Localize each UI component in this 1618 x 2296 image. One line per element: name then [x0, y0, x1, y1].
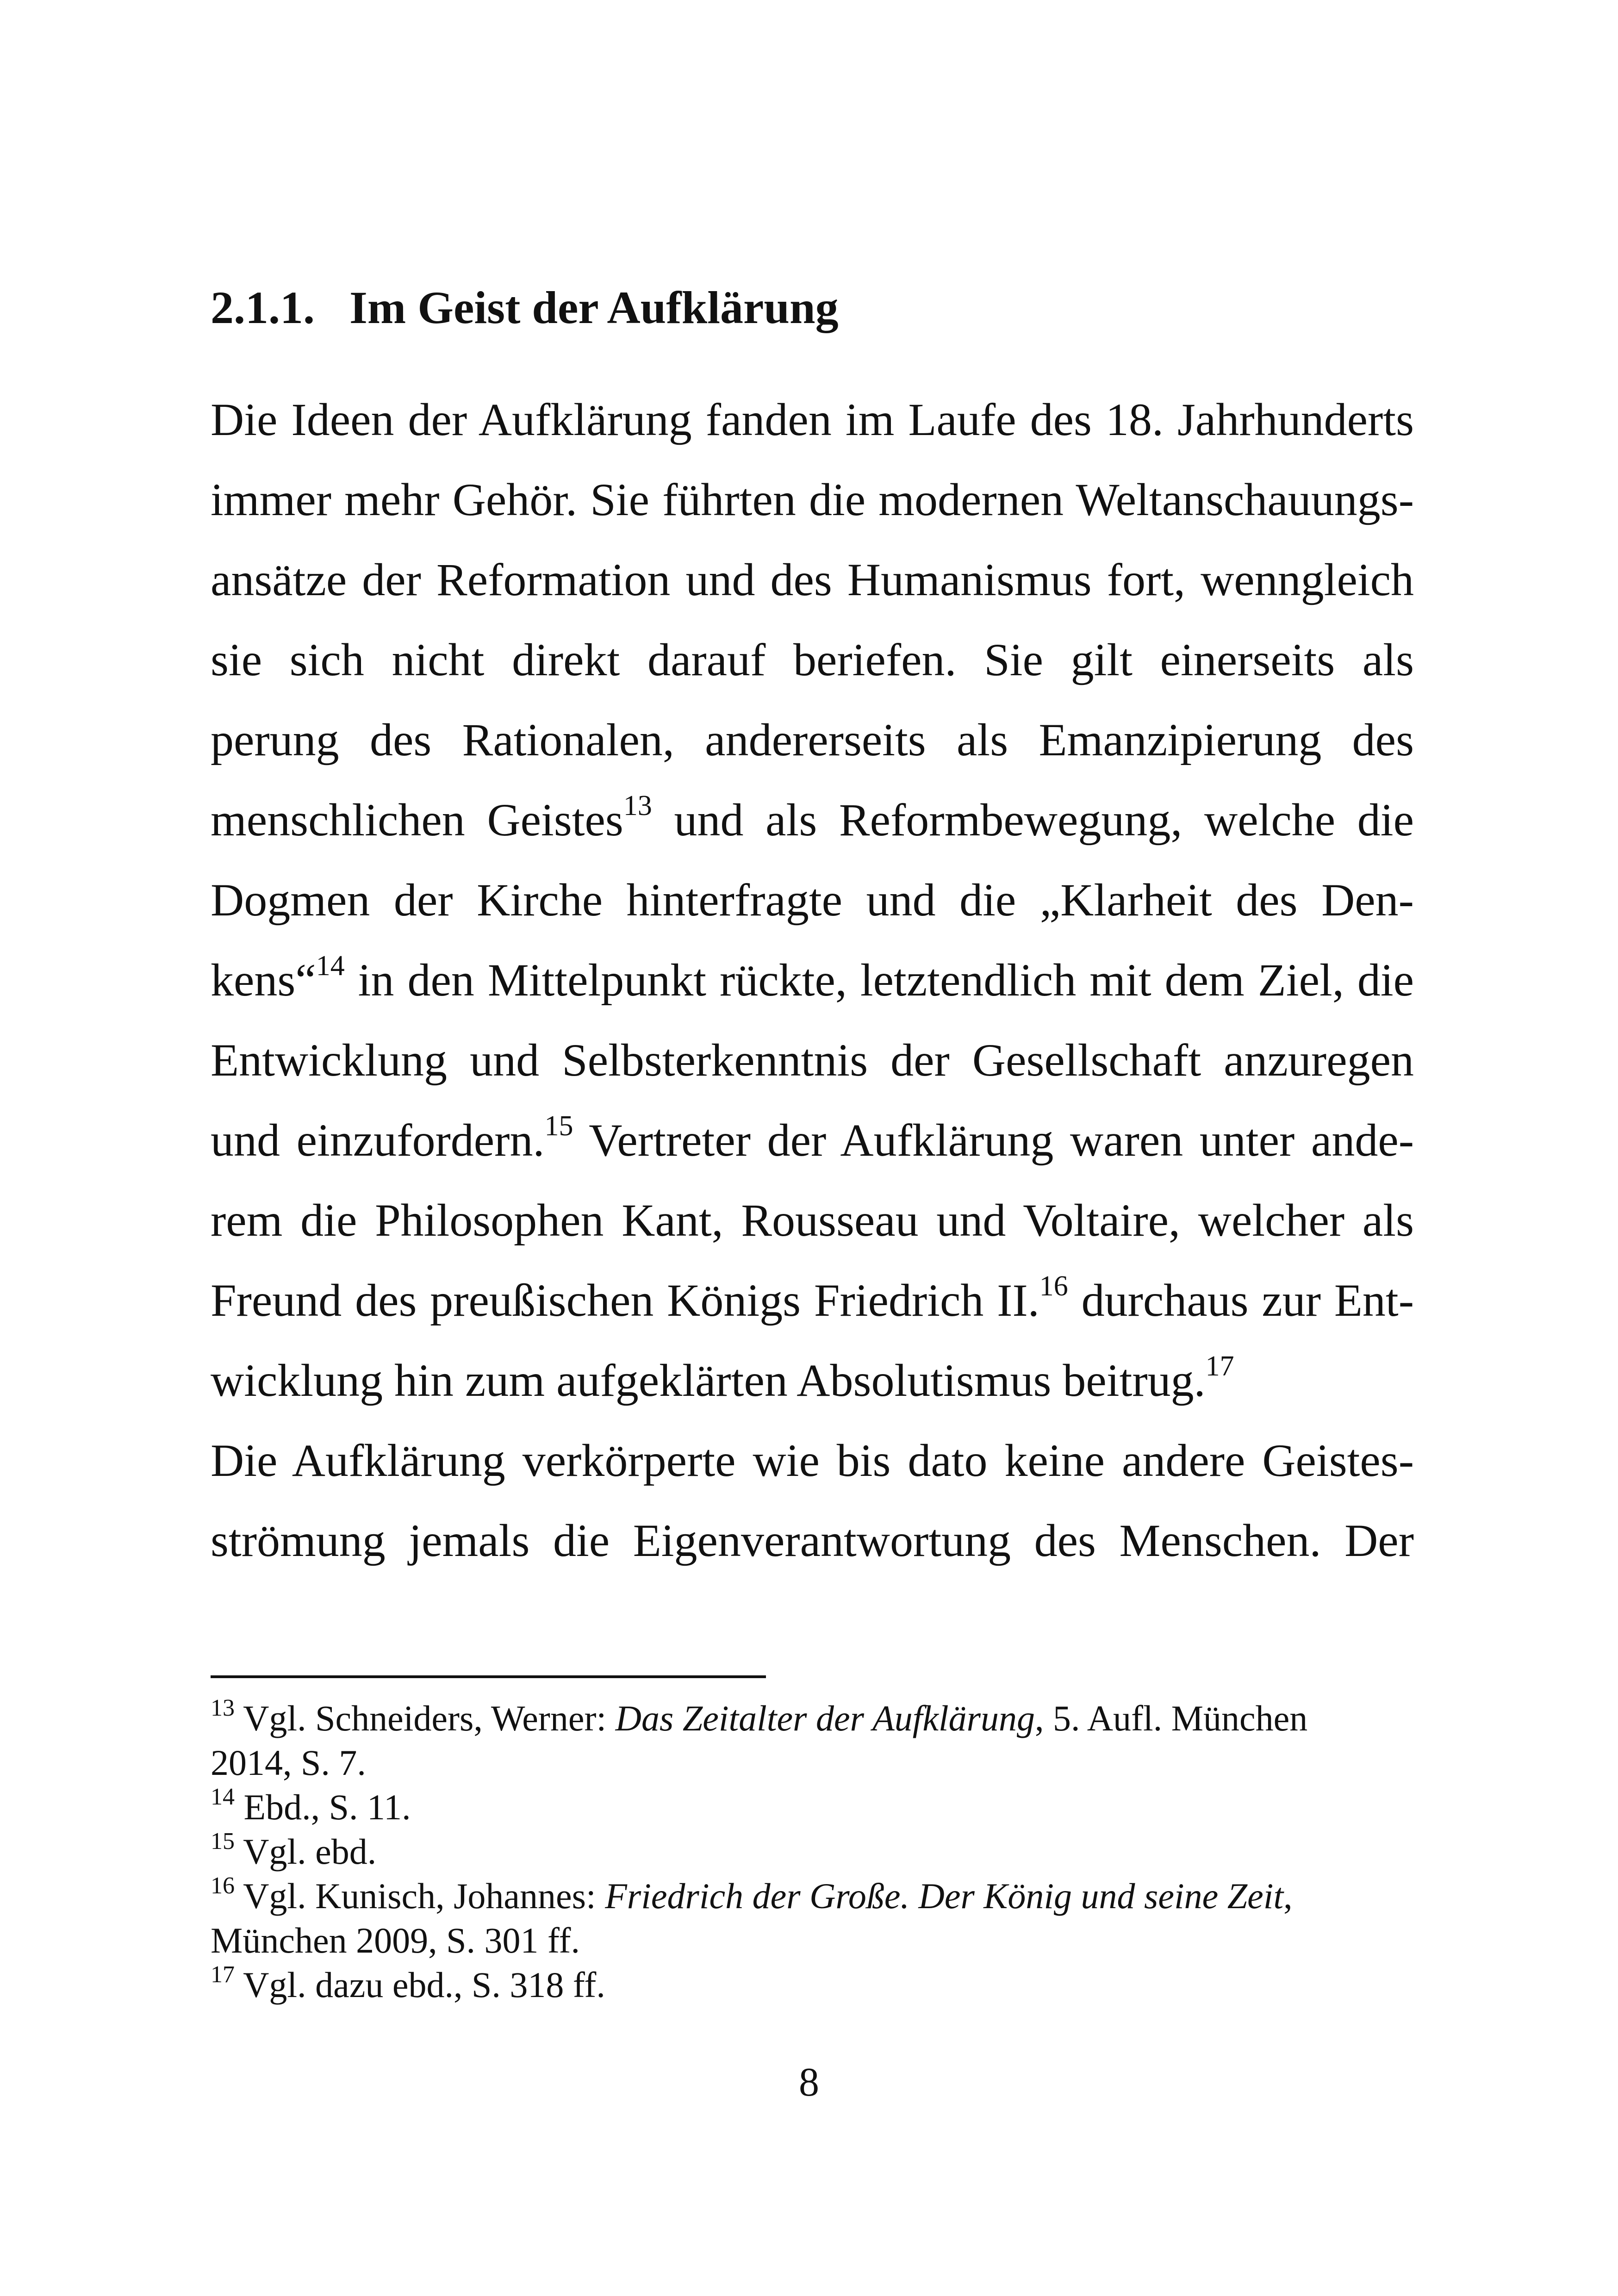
footnote-mark: 15	[211, 1828, 235, 1854]
footnote-mark: 13	[211, 1694, 235, 1721]
body-line: Die Ideen der Aufklärung fanden im Laufe des 18. Jahrhunderts	[211, 394, 1414, 445]
body-line: sie sich nicht direkt darauf beriefen. Sie gilt einerseits als	[211, 634, 1414, 685]
section-title: Im Geist der Aufklärung	[349, 282, 839, 333]
footnote-text: Vgl. dazu ebd., S. 318 ff.	[235, 1965, 605, 2005]
footnote-text: ,	[1283, 1876, 1293, 1916]
footnote-16	[211, 1874, 1414, 1918]
body-text-segment: kens“	[211, 954, 316, 1006]
footnote-ref-15[interactable]: 15	[544, 1110, 573, 1142]
body-line: ansätze der Reformation und des Humanismus fort, wenngleich	[211, 554, 1414, 605]
body-line: rem die Philosophen Kant, Rousseau und Voltaire, welcher als	[211, 1195, 1414, 1246]
footnote-separator	[211, 1675, 766, 1678]
body-paragraphs	[211, 380, 1414, 1580]
footnote-ref-16[interactable]: 16	[1039, 1270, 1068, 1302]
body-line	[211, 940, 1414, 1020]
body-text-segment: in den Mittelpunkt rückte, letztendlich mit dem Ziel, die	[344, 954, 1414, 1006]
footnote-16-continued: München 2009, S. 301 ff.	[211, 1920, 580, 1960]
footnote-text: , 5. Aufl. München	[1035, 1698, 1308, 1738]
body-text-segment: und als Reformbewegung, welche die	[652, 794, 1414, 846]
footnote-ref-13[interactable]: 13	[623, 790, 652, 822]
footnote-mark: 16	[211, 1872, 235, 1899]
body-line: Dogmen der Kirche hinterfragte und die „Klarheit des Den-	[211, 874, 1414, 926]
footnote-ref-17[interactable]: 17	[1205, 1350, 1234, 1382]
page-number: 8	[799, 2060, 819, 2105]
body-line	[211, 1260, 1414, 1340]
footnote-text: Vgl. ebd.	[235, 1831, 377, 1872]
section-heading	[211, 271, 1414, 345]
footnote-text: Vgl. Schneiders, Werner:	[235, 1698, 616, 1738]
footnote-text: Ebd., S. 11.	[235, 1787, 411, 1827]
footnote-13	[211, 1696, 1414, 1741]
body-text-segment: wicklung hin zum aufgeklärten Absolutismus beitrug.	[211, 1355, 1206, 1406]
body-text-segment: Vertreter der Aufklärung waren unter ande-	[573, 1114, 1414, 1166]
footnote-text: Vgl. Kunisch, Johannes:	[235, 1876, 605, 1916]
body-text-segment: durchaus zur Ent-	[1068, 1275, 1414, 1326]
body-text-segment: Freund des preußischen Königs Friedrich II.	[211, 1275, 1039, 1326]
footnote-13-continued: 2014, S. 7.	[211, 1742, 366, 1783]
body-line	[211, 780, 1414, 860]
footnote-mark: 14	[211, 1783, 235, 1810]
body-line	[211, 1340, 1414, 1420]
body-line	[211, 1100, 1414, 1180]
footnote-14	[211, 1785, 1414, 1829]
footnote-mark: 17	[211, 1961, 235, 1988]
body-line: strömung jemals die Eigenverantwortung des Menschen. Der	[211, 1515, 1414, 1566]
body-line: Entwicklung und Selbsterkenntnis der Gesellschaft anzuregen	[211, 1034, 1414, 1086]
footnote-15	[211, 1829, 1414, 1874]
body-line: immer mehr Gehör. Sie führten die modernen Weltanschauungs-	[211, 474, 1414, 525]
body-text-segment: und einzufordern.	[211, 1114, 545, 1166]
section-number: 2.1.1.	[211, 282, 315, 333]
body-line: Die Aufklärung verkörperte wie bis dato keine andere Geistes-	[211, 1435, 1414, 1486]
body-text-segment: menschlichen Geistes	[211, 794, 623, 846]
footnotes	[211, 1696, 1414, 2007]
body-line: perung des Rationalen, andererseits als Emanzipierung des	[211, 714, 1414, 765]
footnote-17	[211, 1963, 1414, 2007]
footnote-title: Friedrich der Große. Der König und seine Zeit	[605, 1876, 1284, 1916]
footnote-title: Das Zeitalter der Aufklärung	[615, 1698, 1035, 1738]
footnote-ref-14[interactable]: 14	[316, 950, 345, 982]
